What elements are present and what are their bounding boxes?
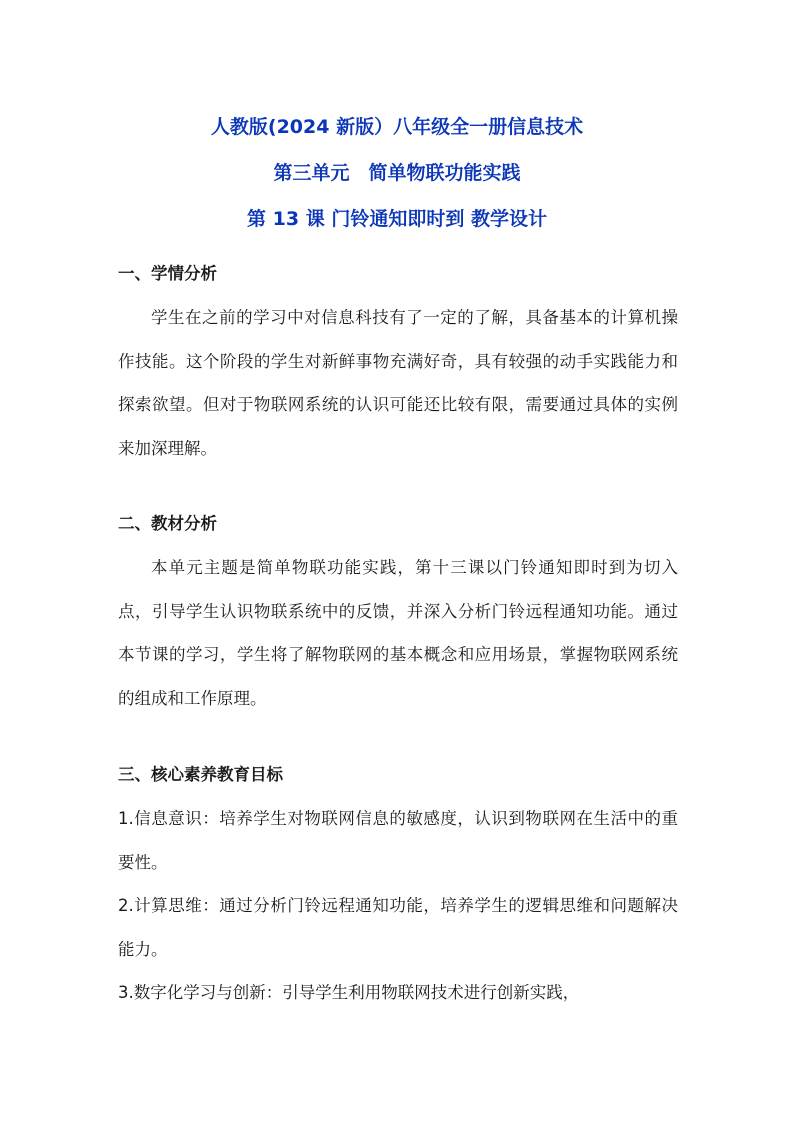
goal-item: 1.信息意识：培养学生对物联网信息的敏感度，认识到物联网在生活中的重要性。 [118, 809, 678, 872]
section-heading: 二、教材分析 [118, 514, 217, 533]
document-title-course: 人教版(2024 新版）八年级全一册信息技术 [210, 116, 584, 138]
section-paragraph: 学生在之前的学习中对信息科技有了一定的了解，具备基本的计算机操作技能。这个阶段的学生对新鲜事物充满好奇，具有较强的动手实践能力和探索欲望。但对于物联网系统的认识可能还比较有限，需要通过具体的实例来加深理解。 [118, 308, 678, 458]
section-heading: 一、学情分析 [118, 264, 217, 283]
section-core-literacy-goals [118, 763, 678, 1015]
section-heading: 三、核心素养教育目标 [118, 765, 283, 784]
section-learner-analysis [118, 262, 678, 470]
section-textbook-analysis [118, 512, 678, 720]
goal-item: 3.数字化学习与创新：引导学生利用物联网技术进行创新实践， [118, 983, 580, 1002]
document-title-unit: 第三单元 简单物联功能实践 [273, 162, 521, 184]
document-title-block [0, 104, 794, 242]
section-paragraph: 本单元主题是简单物联功能实践，第十三课以门铃通知即时到为切入点，引导学生认识物联系统中的反馈，并深入分析门铃远程通知功能。通过本节课的学习，学生将了解物联网的基本概念和应用场景，掌握物联网系统的组成和工作原理。 [118, 558, 678, 708]
goal-item: 2.计算思维：通过分析门铃远程通知功能，培养学生的逻辑思维和问题解决能力。 [118, 896, 678, 959]
document-title-lesson: 第 13 课 门铃通知即时到 教学设计 [247, 208, 547, 230]
